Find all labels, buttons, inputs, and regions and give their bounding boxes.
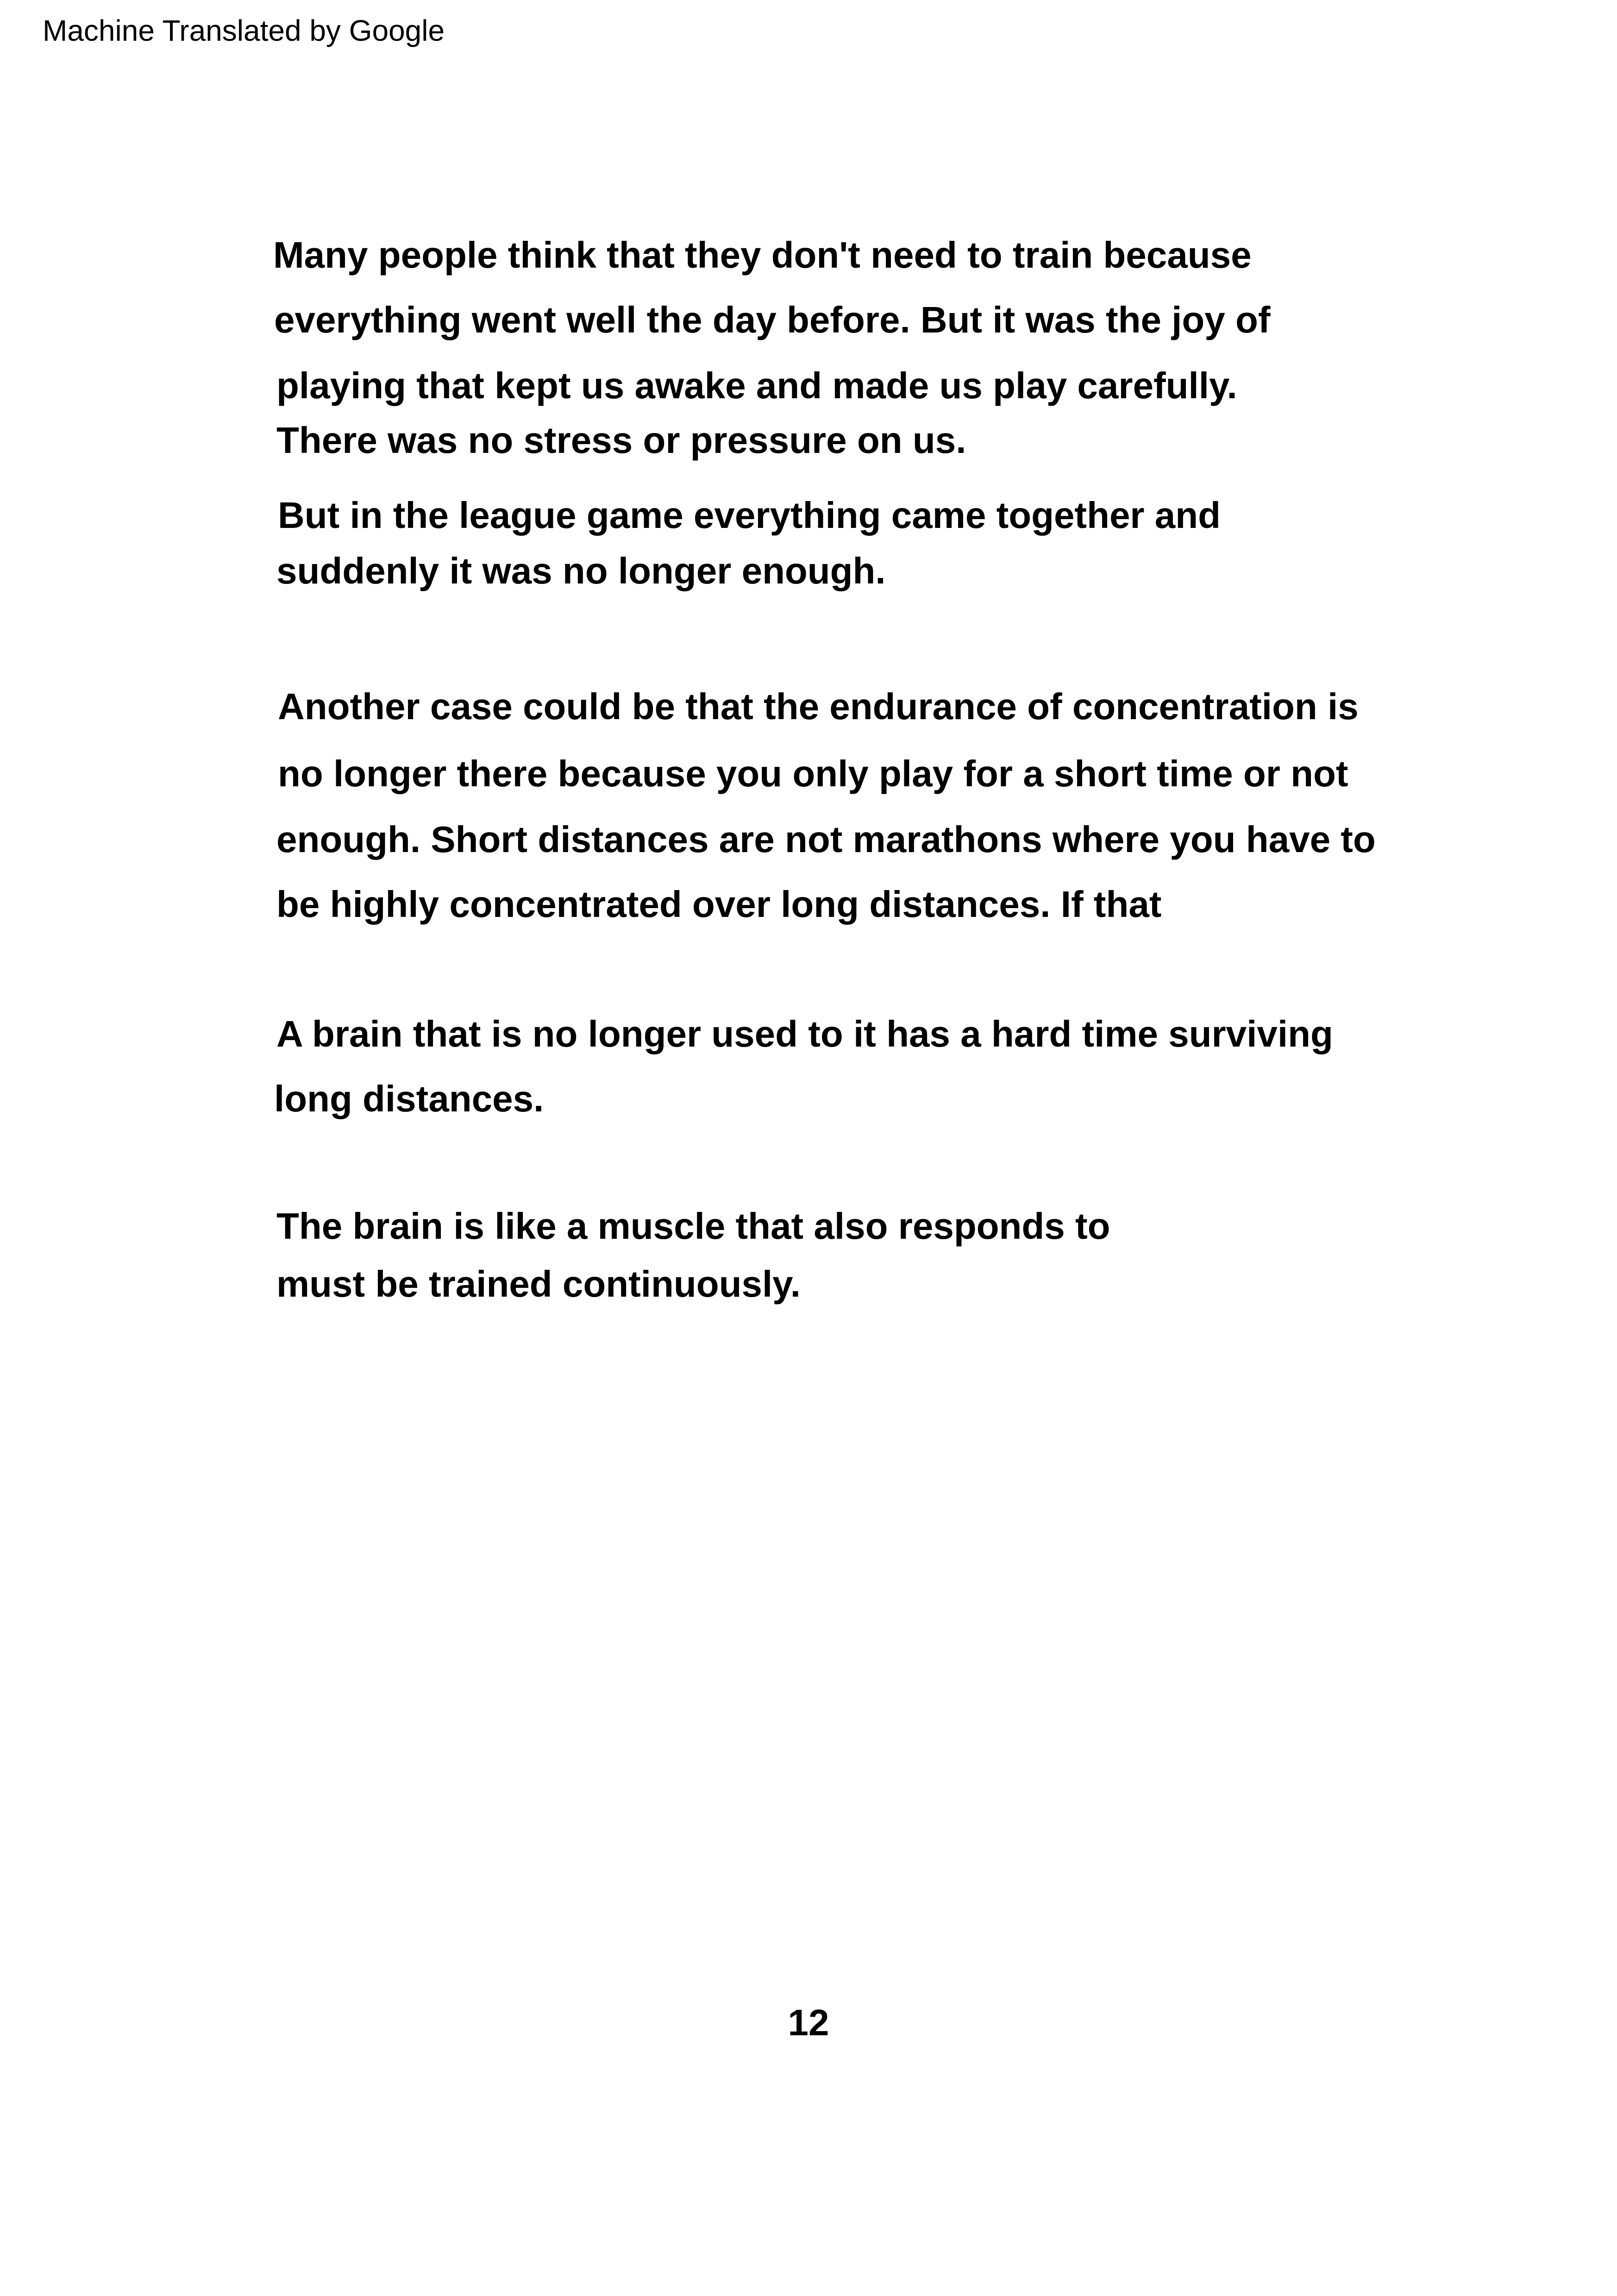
translation-note: Machine Translated by Google <box>43 14 445 47</box>
body-line: A brain that is no longer used to it has a hard time surviving <box>276 1013 1333 1054</box>
body-line: long distances. <box>274 1078 544 1119</box>
body-line: everything went well the day before. But it was the joy of <box>274 299 1271 340</box>
body-line: playing that kept us awake and made us play carefully. <box>276 365 1237 406</box>
body-line: be highly concentrated over long distances. If that <box>276 884 1162 925</box>
body-line: The brain is like a muscle that also responds to <box>276 1205 1110 1247</box>
page-number: 12 <box>788 2002 829 2043</box>
body-line: suddenly it was no longer enough. <box>276 550 886 591</box>
body-line: must be trained continuously. <box>276 1263 801 1305</box>
body-line: Another case could be that the endurance of concentration is <box>278 686 1359 727</box>
body-line: But in the league game everything came together and <box>278 495 1221 536</box>
body-line: Many people think that they don't need to train because <box>273 234 1252 276</box>
body-line: enough. Short distances are not marathons where you have to <box>276 819 1376 860</box>
body-line: There was no stress or pressure on us. <box>276 420 966 461</box>
body-line: no longer there because you only play for a short time or not <box>278 753 1348 794</box>
